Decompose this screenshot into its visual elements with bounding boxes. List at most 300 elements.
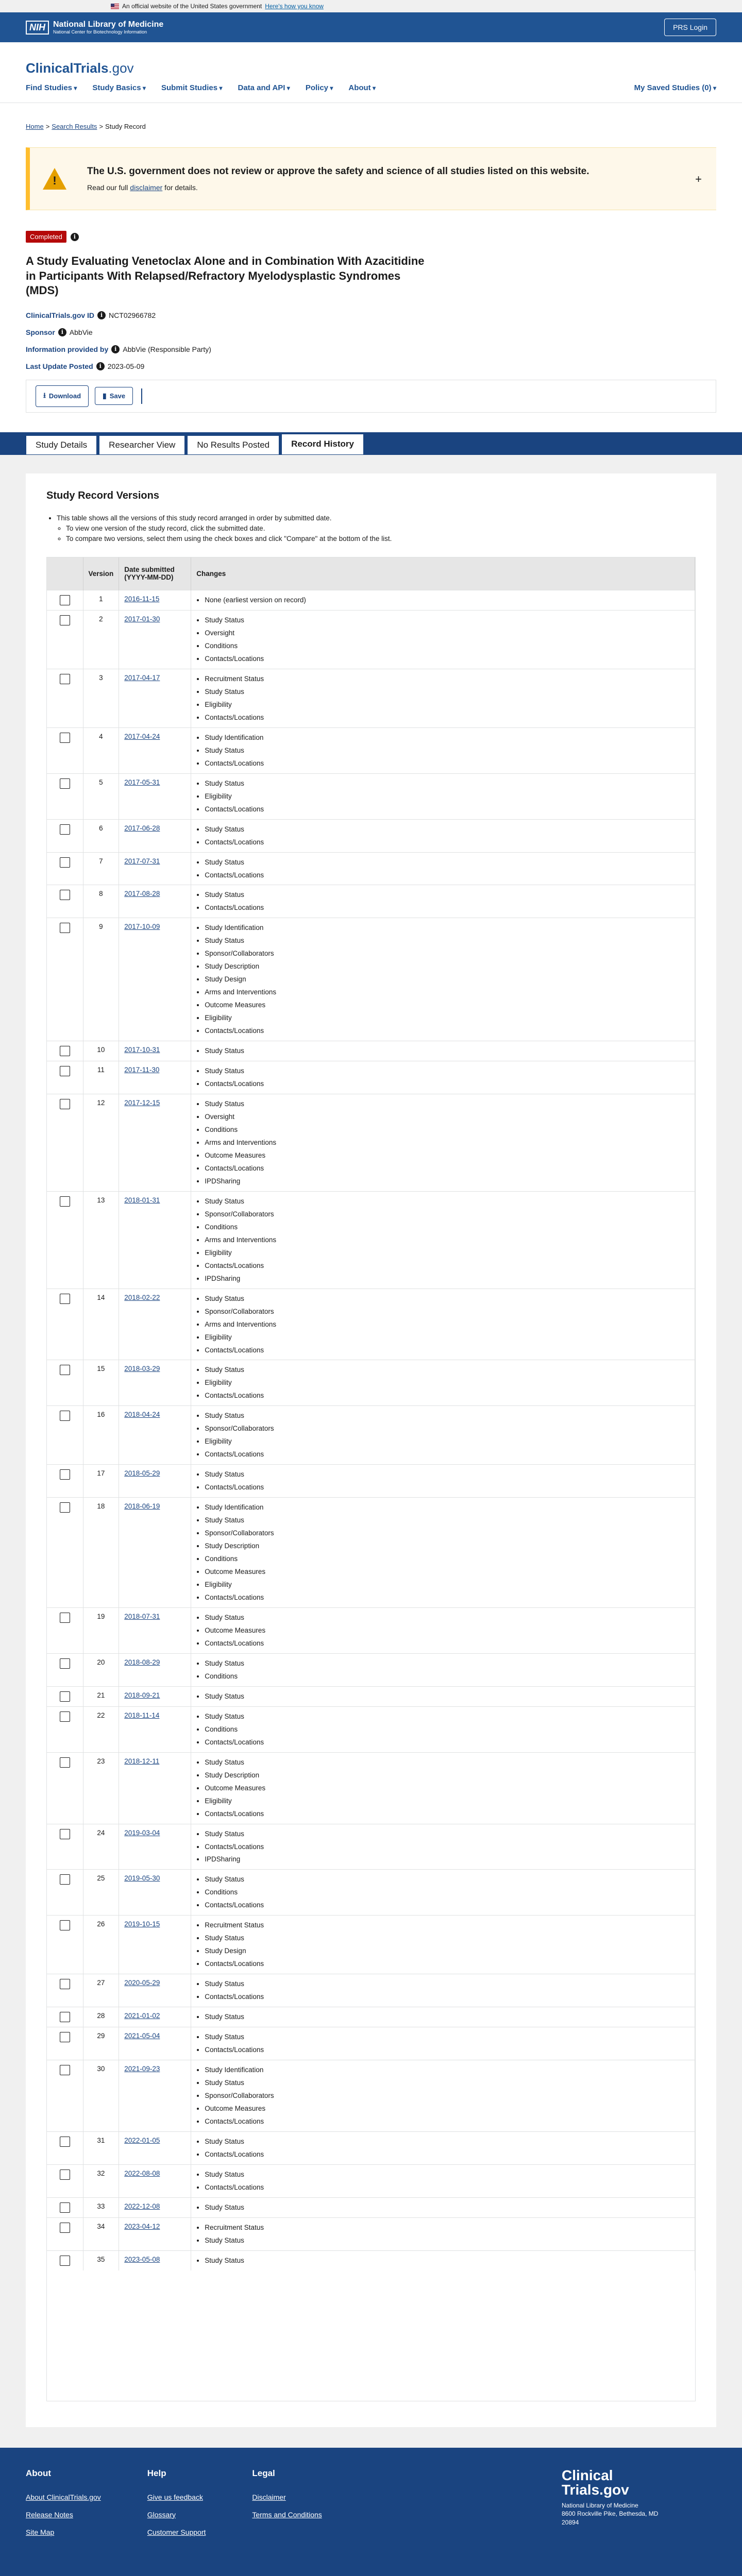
compare-checkbox[interactable] — [60, 1711, 70, 1722]
version-date-link[interactable]: 2018-02-22 — [124, 1293, 160, 1301]
version-date-link[interactable]: 2018-04-24 — [124, 1411, 160, 1419]
change-item: • Contacts/Locations — [205, 836, 689, 849]
version-date-link[interactable]: 2018-03-29 — [124, 1365, 160, 1373]
nlm-logo[interactable] — [26, 20, 163, 35]
compare-checkbox[interactable] — [60, 923, 70, 933]
footer-legal: Legal Disclaimer Terms and Conditions — [252, 2468, 322, 2519]
nav-submit-studies[interactable]: Submit Studies ▾ — [161, 83, 223, 92]
change-item: • Eligibility — [205, 1247, 689, 1260]
change-item: • Study Status — [205, 1364, 689, 1377]
version-date-link[interactable]: 2018-08-29 — [124, 1658, 160, 1666]
nav-study-basics[interactable]: Study Basics ▾ — [92, 83, 146, 92]
change-item: • Arms and Interventions — [205, 1318, 689, 1331]
change-item: • Contacts/Locations — [205, 803, 689, 816]
changes-list — [196, 2031, 689, 2057]
change-item: • Contacts/Locations — [205, 1025, 689, 1038]
compare-checkbox[interactable] — [60, 824, 70, 835]
compare-checkbox[interactable] — [60, 2170, 70, 2180]
table-row — [47, 918, 695, 1041]
compare-checkbox[interactable] — [60, 1294, 70, 1304]
change-item: • Study Status — [205, 777, 689, 790]
table-row — [47, 1498, 695, 1608]
version-number: 22 — [83, 1706, 119, 1752]
version-number: 2 — [83, 611, 119, 669]
changes-list — [196, 1873, 689, 1912]
change-item: • Conditions — [205, 1723, 689, 1736]
version-date-link[interactable]: 2016-11-15 — [124, 595, 160, 603]
download-button[interactable]: ⭳ Download — [36, 385, 89, 407]
table-row — [47, 819, 695, 852]
nav-about[interactable]: About ▾ — [348, 83, 376, 92]
compare-checkbox[interactable] — [60, 1658, 70, 1669]
nlm-subtitle: National Center for Biotechnology Information — [53, 29, 147, 35]
table-row — [47, 1289, 695, 1360]
change-item: • Contacts/Locations — [205, 711, 689, 724]
changes-list — [196, 1657, 689, 1683]
table-row — [47, 1916, 695, 1974]
table-row — [47, 773, 695, 819]
last-update-info-icon[interactable]: i — [96, 362, 105, 370]
site-header — [0, 42, 742, 103]
compare-checkbox[interactable] — [60, 1411, 70, 1421]
change-item: • Eligibility — [205, 790, 689, 803]
logo-main: ClinicalTrials — [26, 60, 109, 76]
table-row — [47, 1360, 695, 1406]
version-date-link[interactable]: 2017-01-30 — [124, 615, 160, 623]
change-item: • Sponsor/Collaborators — [205, 1306, 689, 1318]
change-item: • Study Status — [205, 744, 689, 757]
version-date-link[interactable]: 2022-12-08 — [124, 2202, 160, 2210]
change-item: • Study Description — [205, 960, 689, 973]
prs-login-button[interactable]: PRS Login — [664, 19, 716, 36]
change-item: • Eligibility — [205, 699, 689, 711]
history-instructions — [46, 513, 696, 545]
change-item: • Contacts/Locations — [205, 902, 689, 914]
version-number: 27 — [83, 1974, 119, 2007]
change-item: • Study Status — [205, 2031, 689, 2044]
change-item: • Contacts/Locations — [205, 1260, 689, 1273]
version-date-link[interactable]: 2017-12-15 — [124, 1099, 160, 1107]
table-row — [47, 852, 695, 885]
version-number: 11 — [83, 1061, 119, 1094]
table-row — [47, 669, 695, 727]
change-item: • IPDSharing — [205, 1175, 689, 1188]
expand-alert-icon[interactable]: + — [695, 173, 702, 185]
changes-list — [196, 1065, 689, 1091]
bookmark-icon: ▮ — [103, 392, 107, 400]
change-item: • Contacts/Locations — [205, 1078, 689, 1091]
change-item: • Study Status — [205, 1978, 689, 1991]
version-number: 35 — [83, 2250, 119, 2270]
sponsor-label: Sponsor — [26, 328, 55, 336]
version-date-link[interactable]: 2022-08-08 — [124, 2169, 160, 2177]
compare-checkbox[interactable] — [60, 595, 70, 605]
main-nav — [26, 83, 716, 92]
compare-checkbox[interactable] — [60, 2223, 70, 2233]
footer-link-glossary[interactable]: Glossary — [147, 2510, 176, 2519]
table-row — [47, 1041, 695, 1061]
disclaimer-link[interactable]: disclaimer — [130, 183, 163, 192]
changes-list — [196, 777, 689, 816]
disclaimer-alert — [26, 147, 716, 210]
change-item: • Conditions — [205, 1553, 689, 1566]
version-column-header: Version — [83, 557, 119, 590]
changes-list — [196, 673, 689, 724]
compare-checkbox[interactable] — [60, 615, 70, 625]
compare-checkbox[interactable] — [60, 778, 70, 789]
change-item: • Study Status — [205, 1045, 689, 1058]
instruction-compare: ◦ To compare two versions, select them using the check boxes and click "Compare" at the bottom of the list. — [66, 534, 696, 544]
changes-column-header: Changes — [191, 557, 695, 590]
version-number: 24 — [83, 1824, 119, 1870]
nih-logo: NIH — [26, 21, 49, 35]
version-number: 8 — [83, 885, 119, 918]
breadcrumb-home[interactable]: Home — [26, 123, 44, 130]
changes-list — [196, 2168, 689, 2194]
version-number: 14 — [83, 1289, 119, 1360]
change-item: • Contacts/Locations — [205, 2181, 689, 2194]
footer-logo-line2: Trials.gov — [562, 2481, 629, 2498]
version-date-link[interactable]: 2017-04-24 — [124, 732, 160, 740]
version-number: 29 — [83, 2027, 119, 2060]
version-number: 33 — [83, 2197, 119, 2217]
version-date-link[interactable]: 2017-10-09 — [124, 923, 160, 931]
change-item: • Contacts/Locations — [205, 1448, 689, 1461]
study-meta — [26, 311, 716, 370]
table-row — [47, 1094, 695, 1192]
change-item: • Outcome Measures — [205, 1624, 689, 1637]
change-item: • Contacts/Locations — [205, 2044, 689, 2057]
change-item: • Study Status — [205, 2011, 689, 2024]
footer-help: Help Give us feedback Glossary Customer Support — [147, 2468, 206, 2536]
sponsor-info-icon[interactable]: i — [58, 328, 66, 336]
change-item: • Study Status — [205, 2201, 689, 2214]
changes-list — [196, 732, 689, 770]
change-item: • Outcome Measures — [205, 1782, 689, 1795]
change-item: • Contacts/Locations — [205, 1162, 689, 1175]
change-item: • Study Status — [205, 1873, 689, 1886]
change-item: • Recruitment Status — [205, 1919, 689, 1932]
version-number: 34 — [83, 2217, 119, 2250]
change-item: • Study Status — [205, 1065, 689, 1078]
changes-list — [196, 1501, 689, 1604]
compare-checkbox[interactable] — [60, 674, 70, 684]
compare-checkbox[interactable] — [60, 733, 70, 743]
compare-checkbox[interactable] — [60, 857, 70, 868]
tab-study-details[interactable]: Study Details — [26, 435, 97, 455]
select-column-header — [47, 557, 83, 590]
version-date-link[interactable]: 2017-05-31 — [124, 778, 160, 786]
gov-banner-text: An official website of the United States government — [122, 3, 262, 10]
compare-checkbox[interactable] — [60, 1757, 70, 1768]
compare-checkbox[interactable] — [60, 1613, 70, 1623]
compare-checkbox[interactable] — [60, 890, 70, 900]
compare-checkbox[interactable] — [60, 1502, 70, 1513]
version-number: 5 — [83, 773, 119, 819]
version-number: 4 — [83, 727, 119, 773]
version-date-link[interactable]: 2017-06-28 — [124, 824, 160, 832]
status-info-icon[interactable]: i — [71, 233, 79, 241]
footer-link-release-notes[interactable]: Release Notes — [26, 2510, 73, 2519]
changes-list — [196, 1098, 689, 1188]
last-update-label: Last Update Posted — [26, 362, 93, 370]
version-number: 18 — [83, 1498, 119, 1608]
change-item: • Study Description — [205, 1769, 689, 1782]
compare-checkbox[interactable] — [60, 1469, 70, 1480]
change-item: • Study Status — [205, 1690, 689, 1703]
change-item: • Study Status — [205, 2136, 689, 2148]
change-item: • Outcome Measures — [205, 1149, 689, 1162]
changes-list — [196, 1756, 689, 1821]
compare-checkbox[interactable] — [60, 2137, 70, 2147]
clinicaltrials-logo[interactable] — [26, 60, 716, 76]
table-row — [47, 1191, 695, 1289]
changes-list — [196, 1364, 689, 1402]
compare-checkbox[interactable] — [60, 1066, 70, 1076]
compare-checkbox[interactable] — [60, 1979, 70, 1989]
change-item: • IPDSharing — [205, 1273, 689, 1285]
version-date-link[interactable]: 2017-11-30 — [124, 1066, 160, 1074]
change-item: • Outcome Measures — [205, 2103, 689, 2115]
version-number: 6 — [83, 819, 119, 852]
nct-id-info-icon[interactable]: i — [97, 311, 106, 319]
changes-list — [196, 1690, 689, 1703]
version-date-link[interactable]: 2021-09-23 — [124, 2065, 160, 2073]
version-date-link[interactable]: 2022-01-05 — [124, 2136, 160, 2144]
footer-link-site-map[interactable]: Site Map — [26, 2528, 55, 2536]
change-item: • Arms and Interventions — [205, 986, 689, 999]
change-item: • Eligibility — [205, 1012, 689, 1025]
change-item: • Arms and Interventions — [205, 1137, 689, 1149]
change-item: • Conditions — [205, 1886, 689, 1899]
instruction-view: ◦ To view one version of the study record, click the submitted date. — [66, 523, 696, 534]
change-item: • Contacts/Locations — [205, 1736, 689, 1749]
change-item: • Oversight — [205, 627, 689, 640]
compare-checkbox[interactable] — [60, 2012, 70, 2022]
change-item: • Study Identification — [205, 1501, 689, 1514]
compare-checkbox[interactable] — [60, 1365, 70, 1375]
instruction-main: • This table shows all the versions of this study record arranged in order by submitted date. ◦ To view one version of the study record, click the submitted date. ◦ To compare two versions, select them using the check boxes and click "Compare" at the bottom of the list. — [57, 513, 696, 545]
version-date-link[interactable]: 2023-04-12 — [124, 2222, 160, 2230]
change-item: • Study Status — [205, 1195, 689, 1208]
breadcrumb-search-results[interactable]: Search Results — [52, 123, 97, 130]
footer-link-terms[interactable]: Terms and Conditions — [252, 2510, 322, 2519]
change-item: • Sponsor/Collaborators — [205, 1208, 689, 1221]
version-number: 3 — [83, 669, 119, 727]
changes-list — [196, 922, 689, 1038]
changes-list — [196, 1612, 689, 1650]
change-item: • Sponsor/Collaborators — [205, 1422, 689, 1435]
table-row — [47, 611, 695, 669]
footer-zip: 20894 — [562, 2519, 579, 2527]
tab-record-history[interactable]: Record History — [281, 432, 364, 455]
logo-suffix: .gov — [108, 60, 134, 76]
change-item: • Study Status — [205, 935, 689, 947]
compare-checkbox[interactable] — [60, 1196, 70, 1207]
version-date-link[interactable]: 2018-09-21 — [124, 1691, 160, 1699]
table-row — [47, 1061, 695, 1094]
change-item: • Eligibility — [205, 1377, 689, 1389]
compare-checkbox[interactable] — [60, 2202, 70, 2213]
nav-saved-studies[interactable]: My Saved Studies (0) ▾ — [634, 83, 716, 92]
change-item: • Study Status — [205, 1657, 689, 1670]
version-date-link[interactable]: 2017-10-31 — [124, 1046, 160, 1054]
versions-table-container[interactable] — [46, 557, 696, 2401]
changes-list — [196, 1468, 689, 1494]
changes-list — [196, 594, 689, 607]
footer-link-disclaimer[interactable]: Disclaimer — [252, 2493, 286, 2501]
change-item: • Study Status — [205, 856, 689, 869]
version-number: 19 — [83, 1607, 119, 1653]
compare-checkbox[interactable] — [60, 1691, 70, 1702]
version-number: 30 — [83, 2060, 119, 2132]
change-item: • Study Status — [205, 889, 689, 902]
footer-org: National Library of Medicine — [562, 2501, 638, 2509]
breadcrumb: Home > Search Results > Study Record — [26, 123, 146, 130]
table-row — [47, 2131, 695, 2164]
version-date-link[interactable]: 2018-11-14 — [124, 1711, 160, 1719]
study-tabs — [0, 432, 742, 455]
change-item: • Study Design — [205, 973, 689, 986]
version-date-link[interactable]: 2019-10-15 — [124, 1920, 160, 1928]
change-item: • Conditions — [205, 1670, 689, 1683]
alert-text: Read our full disclaimer for details. — [87, 183, 198, 192]
version-date-link[interactable]: 2020-05-29 — [124, 1979, 160, 1987]
table-row — [47, 1706, 695, 1752]
compare-checkbox[interactable] — [60, 1874, 70, 1885]
change-item: • None (earliest version on record) — [205, 594, 689, 607]
compare-checkbox[interactable] — [60, 2065, 70, 2075]
version-date-link[interactable]: 2018-12-11 — [124, 1757, 160, 1765]
version-date-link[interactable]: 2021-05-04 — [124, 2032, 160, 2040]
version-number: 7 — [83, 852, 119, 885]
table-row — [47, 590, 695, 611]
record-history-section — [0, 455, 742, 2448]
change-item: • Contacts/Locations — [205, 1481, 689, 1494]
table-row — [47, 2060, 695, 2132]
change-item: • Oversight — [205, 1111, 689, 1124]
study-title: A Study Evaluating Venetoclax Alone and in Combination With Azacitidine in Participants With Relapsed/Refractory Myelodysplastic Syndromes (MDS) — [26, 255, 425, 297]
how-you-know-link[interactable]: Here's how you know — [265, 3, 324, 10]
changes-list — [196, 2136, 689, 2161]
change-item: • Contacts/Locations — [205, 1958, 689, 1971]
version-number: 32 — [83, 2164, 119, 2197]
nav-policy[interactable]: Policy ▾ — [306, 83, 333, 92]
change-item: • Study Status — [205, 2077, 689, 2090]
tab-researcher-view[interactable]: Researcher View — [99, 435, 185, 455]
tab-no-results-posted[interactable]: No Results Posted — [187, 435, 279, 455]
version-date-link[interactable]: 2018-01-31 — [124, 1196, 160, 1204]
footer-address: 8600 Rockville Pike, Bethesda, MD — [562, 2510, 659, 2518]
compare-checkbox[interactable] — [60, 2032, 70, 2042]
footer-link-support[interactable]: Customer Support — [147, 2528, 206, 2536]
changes-list — [196, 1919, 689, 1971]
change-item: • Study Status — [205, 1468, 689, 1481]
nav-data-api[interactable]: Data and API ▾ — [238, 83, 290, 92]
compare-checkbox[interactable] — [60, 1920, 70, 1930]
download-icon: ⭳ — [43, 391, 46, 399]
version-number: 31 — [83, 2131, 119, 2164]
changes-list — [196, 1410, 689, 1461]
change-item: • Conditions — [205, 640, 689, 653]
info-provided-icon[interactable]: i — [111, 345, 120, 353]
save-button[interactable]: ▮ Save — [95, 387, 133, 405]
footer-link-feedback[interactable]: Give us feedback — [147, 2493, 203, 2501]
change-item: • Contacts/Locations — [205, 757, 689, 770]
version-number: 28 — [83, 2007, 119, 2027]
compare-checkbox[interactable] — [60, 1829, 70, 1839]
change-item: • Contacts/Locations — [205, 869, 689, 882]
version-date-link[interactable]: 2017-07-31 — [124, 857, 160, 865]
change-item: • IPDSharing — [205, 1853, 689, 1866]
table-row — [47, 1686, 695, 1706]
version-date-link[interactable]: 2018-07-31 — [124, 1612, 160, 1620]
change-item: • Conditions — [205, 1221, 689, 1234]
version-date-link[interactable]: 2023-05-08 — [124, 2255, 160, 2263]
table-row — [47, 2164, 695, 2197]
changes-list — [196, 2064, 689, 2128]
table-row — [47, 1824, 695, 1870]
compare-checkbox[interactable] — [60, 2256, 70, 2266]
change-item: • Study Status — [205, 1293, 689, 1306]
version-date-link[interactable]: 2017-04-17 — [124, 673, 160, 682]
change-item: • Sponsor/Collaborators — [205, 1527, 689, 1540]
footer-link-about[interactable]: About ClinicalTrials.gov — [26, 2493, 101, 2501]
nlm-name: National Library of Medicine — [53, 20, 164, 29]
changes-list — [196, 614, 689, 666]
warning-icon — [43, 168, 66, 190]
change-item: • Contacts/Locations — [205, 2148, 689, 2161]
version-date-link[interactable]: 2018-06-19 — [124, 1502, 160, 1511]
version-number: 26 — [83, 1916, 119, 1974]
status-badge: Completed — [26, 231, 66, 243]
info-provided-label: Information provided by — [26, 345, 109, 353]
change-item: • Study Status — [205, 2168, 689, 2181]
version-number: 1 — [83, 590, 119, 611]
change-item: • Study Design — [205, 1945, 689, 1958]
version-number: 17 — [83, 1465, 119, 1498]
record-history-card — [26, 473, 716, 2427]
change-item: • Study Status — [205, 1756, 689, 1769]
change-item: • Study Status — [205, 2234, 689, 2247]
change-item: • Study Status — [205, 614, 689, 627]
nav-find-studies[interactable]: Find Studies ▾ — [26, 83, 77, 92]
version-date-link[interactable]: 2019-03-04 — [124, 1828, 160, 1837]
changes-list — [196, 823, 689, 849]
version-number: 9 — [83, 918, 119, 1041]
footer-about: About About ClinicalTrials.gov Release Notes Site Map — [26, 2468, 101, 2536]
version-date-link[interactable]: 2017-08-28 — [124, 890, 160, 898]
nct-id-label: ClinicalTrials.gov ID — [26, 311, 95, 319]
version-number: 21 — [83, 1686, 119, 1706]
version-date-link[interactable]: 2019-05-30 — [124, 1874, 160, 1883]
change-item: • Recruitment Status — [205, 673, 689, 686]
changes-list — [196, 889, 689, 914]
version-number: 25 — [83, 1870, 119, 1916]
status-row — [26, 231, 716, 243]
change-item: • Study Status — [205, 1514, 689, 1527]
version-date-link[interactable]: 2018-05-29 — [124, 1469, 160, 1478]
compare-checkbox[interactable] — [60, 1046, 70, 1056]
changes-list — [196, 1045, 689, 1058]
compare-checkbox[interactable] — [60, 1099, 70, 1109]
table-row — [47, 1870, 695, 1916]
alert-title: The U.S. government does not review or approve the safety and science of all studies listed on this website. — [87, 166, 589, 177]
sponsor-value: AbbVie — [69, 328, 93, 336]
site-footer — [0, 2448, 742, 2576]
table-row — [47, 727, 695, 773]
version-date-link[interactable]: 2021-01-02 — [124, 2012, 160, 2020]
